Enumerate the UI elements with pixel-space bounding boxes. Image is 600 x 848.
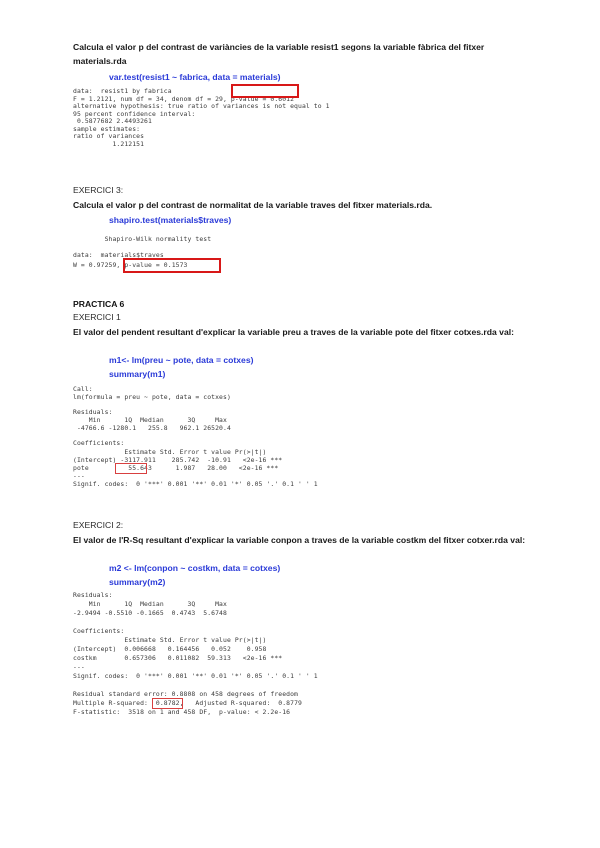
code-shapiro: shapiro.test(materials$traves) — [109, 215, 232, 225]
output-line: W = 0.97259, p-value = 0.1573 — [73, 261, 188, 269]
highlight-box — [115, 463, 147, 474]
output-line: Min 1Q Median 3Q Max — [73, 416, 227, 424]
r-squared-highlight: 0.8782 — [155, 699, 180, 707]
output-line: Residuals: — [73, 591, 113, 599]
highlight-box — [152, 698, 183, 709]
output-line: Shapiro-Wilk normality test — [73, 235, 212, 243]
output-line: sample estimates: — [73, 124, 141, 133]
highlight-box — [123, 258, 221, 273]
output-line: Estimate Std. Error t value Pr(>|t|) — [73, 636, 267, 644]
output-line: 95 percent confidence interval: — [73, 109, 196, 118]
output-line: Coefficients: — [73, 627, 125, 635]
output-line: alternative hypothesis: true ratio of variances is not equal to 1 — [73, 102, 330, 110]
output-line: --- — [73, 472, 85, 480]
output-line: pote 55.643 1.987 28.00 <2e-16 *** — [73, 464, 279, 472]
question-shapiro: Calcula el valor p del contrast de normalitat de la variable traves del fitxer materials.rda. — [73, 200, 433, 210]
output-line: lm(formula = preu ~ pote, data = cotxes) — [73, 393, 231, 401]
code-summary-m1: summary(m1) — [109, 369, 166, 379]
output-line: F-statistic: 3518 on 1 and 458 DF, p-value: < 2.2e-16 — [73, 708, 291, 716]
output-line: Coefficients: — [73, 439, 125, 447]
output-line: data: materials$traves — [73, 251, 164, 259]
r-output-var-test — [73, 88, 373, 168]
r-output-lm-m2 — [73, 592, 373, 722]
output-line: Min 1Q Median 3Q Max — [73, 600, 227, 608]
exercici1-heading: EXERCICI 1 — [73, 312, 121, 322]
output-line: (Intercept) 0.006668 0.164456 0.052 0.958 — [73, 645, 267, 653]
p-value-highlight: p-value = 0.1573 — [124, 261, 188, 269]
highlight-box — [231, 84, 299, 98]
code-summary-m2: summary(m2) — [109, 577, 166, 587]
output-line: Estimate Std. Error t value Pr(>|t|) — [73, 448, 267, 456]
output-line: Residual standard error: 0.8808 on 458 degrees of freedom — [73, 690, 299, 698]
output-line: Multiple R-squared: 0.8782, Adjusted R-squared: 0.8779 — [73, 699, 302, 707]
output-line: --- — [73, 663, 85, 671]
output-line: -4766.6 -1280.1 255.8 962.1 26520.4 — [73, 424, 231, 432]
code-lm-m2: m2 <- lm(conpon ~ costkm, data = cotxes) — [109, 563, 281, 573]
output-line: Signif. codes: 0 '***' 0.001 '**' 0.01 '*' 0.05 '.' 0.1 ' ' 1 — [73, 480, 318, 488]
question-lm-conpon: El valor de l'R-Sq resultant d'explicar la variable conpon a traves de la variable costkm del fitxer cotxer.rda val: — [73, 535, 526, 545]
output-line: ratio of variances — [73, 132, 145, 140]
practica6-heading: PRACTICA 6 — [73, 299, 125, 309]
r-output-lm-m1 — [73, 384, 373, 488]
exercici3-heading: EXERCICI 3: — [73, 185, 124, 195]
output-line: F = 1.2121, num df = 34, denom df = 29, p-value = 0.6012 — [73, 94, 295, 103]
output-line: data: resist1 by fabrica — [73, 87, 172, 95]
question-var-test: Calcula el valor p del contrast de variàncies de la variable resist1 segons la variable fàbrica del fitxer materials.rda — [73, 42, 485, 66]
output-line: costkm 0.657306 0.011082 59.313 <2e-16 *** — [73, 654, 283, 662]
code-lm-m1: m1<- lm(preu ~ pote, data = cotxes) — [109, 355, 254, 365]
exercici2-heading: EXERCICI 2: — [73, 520, 124, 530]
output-line: (Intercept) -3117.911 285.742 -10.91 <2e-16 *** — [73, 456, 283, 464]
output-line: Call: — [73, 385, 93, 393]
output-line: 0.5877682 2.4493261 — [73, 117, 152, 125]
r-output-shapiro — [73, 232, 273, 280]
output-line: -2.9494 -0.5510 -0.1665 0.4743 5.6748 — [73, 609, 227, 617]
p-value-highlight: p-value = 0.6012 — [230, 94, 295, 103]
code-var-test: var.test(resist1 ~ fabrica, data = materials) — [109, 72, 281, 82]
question-lm-preu: El valor del pendent resultant d'explicar la variable preu a traves de la variable pote del fitxer cotxes.rda val: — [73, 327, 514, 337]
output-line: 1.212151 — [73, 139, 145, 148]
output-line: Signif. codes: 0 '***' 0.001 '**' 0.01 '*' 0.05 '.' 0.1 ' ' 1 — [73, 672, 318, 680]
output-line: Residuals: — [73, 408, 113, 416]
slope-highlight: 55.643 — [128, 464, 152, 472]
